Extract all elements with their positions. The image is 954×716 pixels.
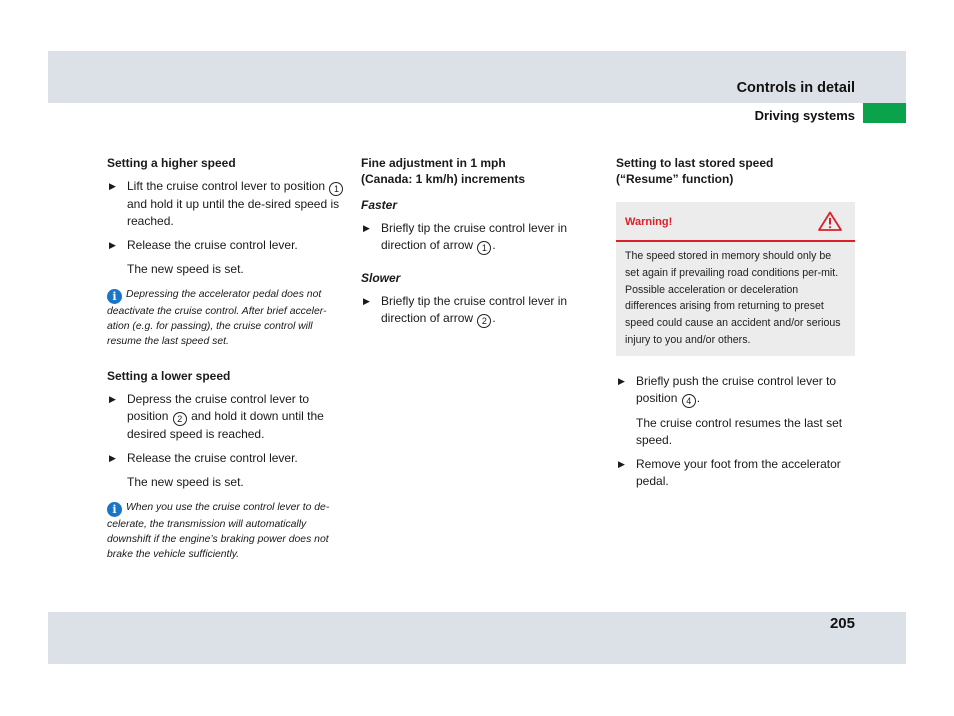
heading-line: (“Resume” function)	[616, 172, 734, 186]
bullet-triangle-icon: ▶	[363, 296, 370, 306]
result-text: The new speed is set.	[127, 262, 244, 276]
subheading-slower: Slower	[361, 271, 401, 285]
footer-band	[48, 612, 906, 664]
step-text: .	[696, 390, 701, 405]
heading-line: (Canada: 1 km/h) increments	[361, 172, 526, 186]
warning-box	[616, 202, 855, 356]
step-lift-lever	[107, 178, 347, 230]
arrow-marker-icon: 1	[477, 241, 491, 255]
subheading-faster: Faster	[361, 198, 398, 212]
heading-fine-adjustment	[361, 155, 585, 187]
bullet-triangle-icon: ▶	[618, 375, 625, 386]
info-icon: i	[107, 502, 122, 517]
bullet-triangle-icon: ▶	[109, 240, 116, 250]
step-release-lever	[107, 450, 347, 467]
step-text: and hold it up until the de-sired speed is reached.	[127, 197, 340, 228]
step-text: Release the cruise control lever.	[127, 238, 298, 252]
step-push-lever	[616, 373, 856, 408]
step-text: Briefly tip the cruise control lever in direction of arrow	[381, 294, 568, 325]
note-text: Depressing the accelerator pedal does not deactivate the cruise control. After brief acceler-ation (e.g. for passing), the cruise control will resume the last speed set.	[107, 289, 327, 347]
bullet-triangle-icon: ▶	[109, 394, 116, 404]
step-text: .	[492, 238, 496, 252]
info-note	[107, 500, 347, 562]
warning-header	[616, 202, 855, 242]
column-right	[616, 155, 856, 490]
position-marker-icon: 2	[173, 412, 187, 426]
column-left	[107, 155, 347, 562]
info-note	[107, 287, 347, 349]
position-marker-icon: 4	[682, 394, 696, 408]
step-text: .	[492, 311, 496, 325]
result-text: The cruise control resumes the last set speed.	[636, 415, 843, 447]
warning-text: The speed stored in memory should only be set again if prevailing road conditions per-mit. Possible acceleration or deceleration differences arising from returning to preset speed could cause an accident and/or serious injury to you and/or others.	[625, 250, 841, 346]
step-text: Depress the cruise control lever to position	[127, 392, 310, 423]
heading-lower-speed: Setting a lower speed	[107, 369, 231, 383]
subsection-title: Driving systems	[754, 108, 855, 123]
page-number: 205	[829, 615, 855, 632]
section-marker-tab	[863, 103, 906, 123]
result-text: The new speed is set.	[127, 475, 244, 489]
warning-triangle-icon	[818, 211, 842, 231]
column-middle	[361, 155, 585, 328]
step-depress-lever	[107, 391, 347, 443]
step-text: Release the cruise control lever.	[127, 451, 298, 465]
info-icon: i	[107, 289, 122, 304]
position-marker-icon: 1	[329, 182, 343, 196]
section-title: Controls in detail	[736, 80, 855, 96]
note-text: When you use the cruise control lever to de-celerate, the transmission will automatically downshift if the engine’s braking power does not brake the vehicle sufficiently.	[107, 502, 330, 560]
warning-label: Warning!	[625, 216, 673, 228]
bullet-triangle-icon: ▶	[109, 453, 116, 463]
bullet-triangle-icon: ▶	[363, 223, 370, 233]
heading-resume	[616, 155, 856, 187]
bullet-triangle-icon: ▶	[618, 458, 625, 469]
heading-line: Setting to last stored speed	[616, 156, 774, 170]
step-text: Briefly tip the cruise control lever in direction of arrow	[381, 221, 568, 252]
bullet-triangle-icon: ▶	[109, 181, 116, 191]
step-tip-faster	[361, 220, 585, 255]
heading-higher-speed: Setting a higher speed	[107, 156, 236, 170]
arrow-marker-icon: 2	[477, 314, 491, 328]
step-release-lever	[107, 237, 347, 254]
step-text: Remove your foot from the accelerator pedal.	[636, 456, 841, 488]
step-text: and hold it down until the desired speed is reached.	[127, 409, 324, 441]
step-remove-foot	[616, 456, 856, 490]
step-text: Briefly push the cruise control lever to position	[636, 373, 837, 405]
step-text: Lift the cruise control lever to position	[127, 179, 326, 193]
step-tip-slower	[361, 293, 585, 328]
heading-line: Fine adjustment in 1 mph	[361, 156, 506, 170]
